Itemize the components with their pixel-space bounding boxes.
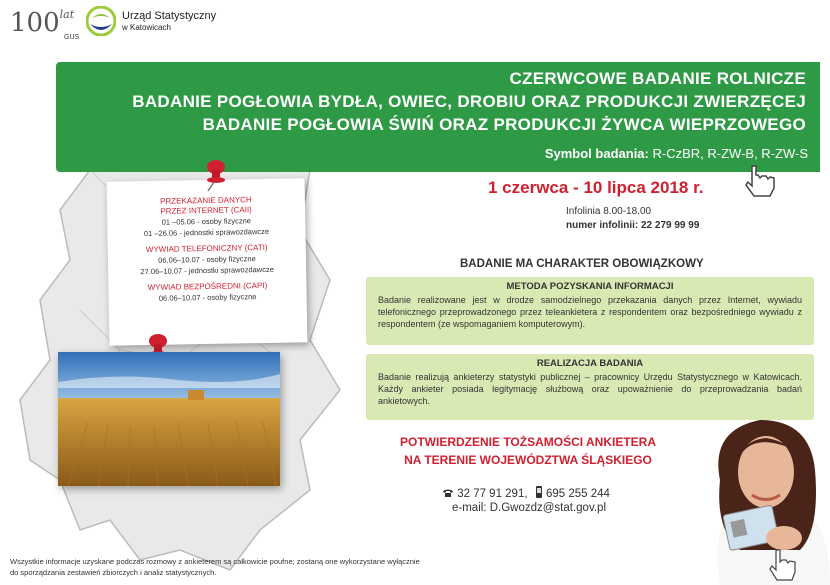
gus-100-years-logo	[10, 8, 80, 41]
realization-text: Badanie realizują ankieterzy statystyki publicznej – pracownicy Urzędu Statystycznego w Katowicach. Każdy ankieter posiada legitymację służbową oraz upoważnienie do przeprowadzania badań ankietowych.	[378, 372, 802, 406]
footer-line2: do sporządzania zestawień zbiorczych i analiz statystycznych.	[10, 568, 217, 577]
cati-row1: 06.06–10.07 - osoby fizyczne	[158, 254, 256, 265]
banner-title-line1: CZERWCOWE BADANIE ROLNICZE	[509, 69, 806, 88]
logo-gus-text: GUS	[64, 34, 80, 41]
survey-dates: 1 czerwca - 10 lipca 2018 r.	[488, 178, 704, 197]
mobile-phone-icon	[535, 486, 543, 498]
cai-heading-line1: PRZEKAZANIE DANYCH	[160, 195, 252, 206]
cati-heading: WYWIAD TELEFONICZNY (CATI)	[145, 242, 268, 255]
methods-box	[366, 277, 814, 345]
email-label: e-mail:	[452, 502, 487, 514]
telephone-icon	[442, 488, 454, 498]
logo-100-text: 100	[10, 8, 60, 38]
cai-row2: 01 –26.06 - jednostki sprawozdawcze	[143, 226, 270, 239]
office-name	[122, 10, 216, 34]
push-pin-icon	[200, 158, 230, 192]
contact-email	[452, 502, 606, 514]
methods-title: METODA POZYSKANIA INFORMACJI	[506, 281, 674, 292]
wheat-field-photo	[58, 352, 280, 486]
cai-heading-line2: PRZEZ INTERNET (CAII)	[160, 205, 252, 216]
obligatory-notice: BADANIE MA CHARAKTER OBOWIĄZKOWY	[460, 258, 704, 270]
office-name-line2: w Katowicach	[122, 23, 171, 32]
office-name-line1: Urząd Statystyczny	[122, 10, 217, 22]
identity-verification-line1: POTWIERDZENIE TOŻSAMOŚCI ANKIETERA	[399, 435, 656, 449]
footer-line1: Wszystkie informacje uzyskane podczas rozmowy z ankieterem są całkowicie poufne; zostaną one wykorzystane wyłącznie	[10, 557, 420, 566]
cai-row1: 01 –05.06 - osoby fizyczne	[161, 216, 251, 227]
survey-symbol-value: R-CzBR, R-ZW-B, R-ZW-S	[652, 146, 808, 161]
confidentiality-footer	[10, 556, 610, 578]
logo-lat-text: lat	[59, 8, 75, 21]
contact-phones	[442, 486, 610, 500]
capi-heading: WYWIAD BEZPOŚREDNI (CAPI)	[147, 280, 268, 293]
realization-title: REALIZACJA BADANIA	[536, 358, 644, 369]
statistical-office-emblem-icon	[86, 6, 116, 36]
cati-row2: 27.06–10.07 - jednostki sprawozdawcze	[140, 264, 274, 277]
mobile-number[interactable]: 695 255 244	[545, 488, 610, 500]
survey-symbol-label: Symbol badania:	[544, 146, 649, 161]
hotline-hours: Infolinia 8.00-18.00	[566, 206, 652, 217]
data-collection-schedule-note	[107, 178, 308, 345]
landline-number[interactable]: 32 77 91 291,	[457, 488, 528, 500]
banner-title-line3: BADANIE POGŁOWIA ŚWIŃ ORAZ PRODUKCJI ŻYWCA WIEPRZOWEGO	[202, 115, 806, 134]
identity-verification-line2: NA TERENIE WOJEWÓDZTWA ŚLĄSKIEGO	[404, 453, 652, 467]
hand-cursor-icon	[744, 162, 784, 202]
banner-title-line2: BADANIE POGŁOWIA BYDŁA, OWIEC, DROBIU ORAZ PRODUKCJI ZWIERZĘCEJ	[132, 92, 806, 111]
capi-row1: 06.06–10.07 - osoby fizyczne	[158, 292, 257, 303]
methods-text: Badanie realizowane jest w drodze samodzielnego przekazania danych przez Internet, wywiadu telefonicznego przeprowadzonego przez teleankietera z respondentem oraz bezpośredniego wywiadu z respondentem (ze wspomaganiem komputerowym).	[378, 295, 802, 329]
identity-verification	[378, 433, 678, 469]
header-banner	[56, 62, 820, 172]
email-link[interactable]: D.Gwozdz@stat.gov.pl	[489, 502, 606, 514]
survey-symbol	[545, 146, 808, 161]
hotline-number: numer infolinii: 22 279 99 99	[566, 220, 700, 231]
interviewer-photo	[680, 410, 830, 585]
